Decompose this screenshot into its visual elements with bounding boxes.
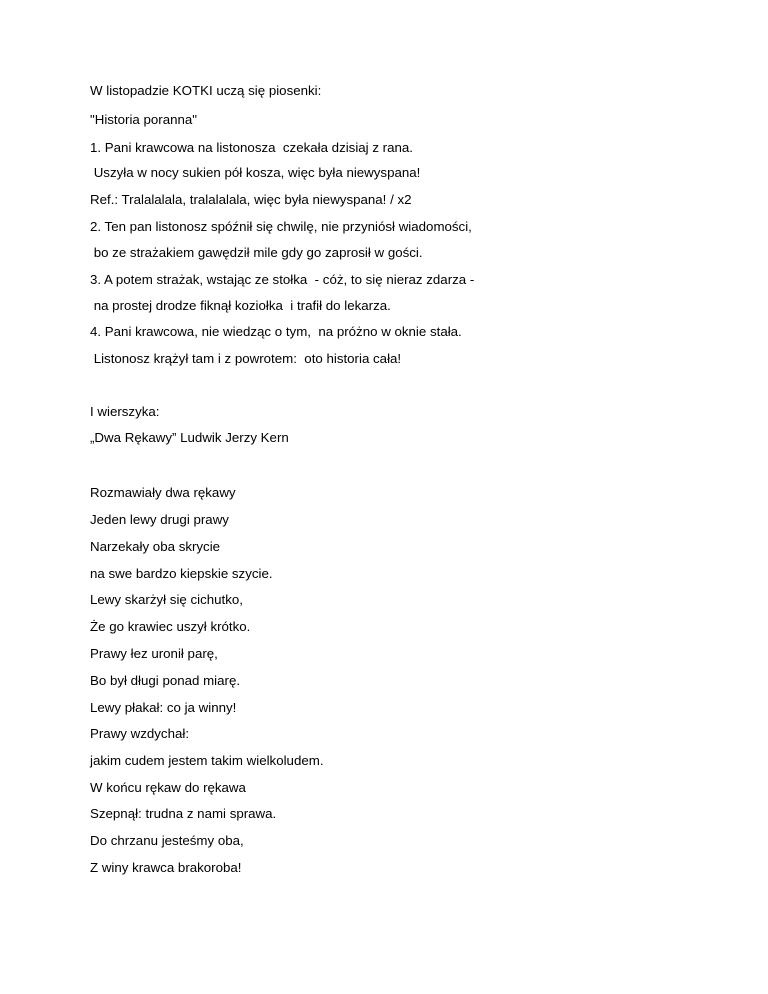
poem-line: Rozmawiały dwa rękawy bbox=[90, 485, 236, 500]
song-title: "Historia poranna" bbox=[90, 112, 198, 127]
song-line: bo ze strażakiem gawędził mile gdy go zaprosił w gości. bbox=[90, 245, 423, 260]
poem-line: Jeden lewy drugi prawy bbox=[90, 512, 229, 527]
poem-line: Do chrzanu jesteśmy oba, bbox=[90, 833, 244, 848]
song-line: Listonosz krążył tam i z powrotem: oto historia cała! bbox=[90, 351, 402, 366]
poem-line: Z winy krawca brakoroba! bbox=[90, 860, 242, 875]
poem-line: Szepnął: trudna z nami sprawa. bbox=[90, 806, 277, 821]
poem-line: Narzekały oba skrycie bbox=[90, 539, 221, 554]
song-line: 2. Ten pan listonosz spóźnił się chwilę, nie przyniósł wiadomości, bbox=[90, 219, 472, 234]
poem-line: Prawy wzdychał: bbox=[90, 726, 190, 741]
poem-line: na swe bardzo kiepskie szycie. bbox=[90, 566, 273, 581]
intro-text: W listopadzie KOTKI uczą się piosenki: bbox=[90, 83, 322, 98]
poem-line: Lewy płakał: co ja winny! bbox=[90, 700, 237, 715]
song-line: na prostej drodze fiknął koziołka i trafił do lekarza. bbox=[90, 298, 391, 313]
poem-line: Bo był długi ponad miarę. bbox=[90, 673, 241, 688]
poem-line: Że go krawiec uszył krótko. bbox=[90, 619, 251, 634]
song-line: 4. Pani krawcowa, nie wiedząc o tym, na próżno w oknie stała. bbox=[90, 324, 462, 339]
song-line: 1. Pani krawcowa na listonosza czekała dzisiaj z rana. bbox=[90, 140, 413, 155]
song-line: 3. A potem strażak, wstając ze stołka - cóż, to się nieraz zdarza - bbox=[90, 272, 475, 287]
poem-line: Lewy skarżył się cichutko, bbox=[90, 592, 243, 607]
song-line: Uszyła w nocy sukien pół kosza, więc była niewyspana! bbox=[90, 165, 421, 180]
poem-line: W końcu rękaw do rękawa bbox=[90, 780, 246, 795]
song-refrain: Ref.: Tralalalala, tralalalala, więc była niewyspana! / x2 bbox=[90, 192, 412, 207]
poem-title: „Dwa Rękawy” Ludwik Jerzy Kern bbox=[90, 430, 289, 445]
poem-line: jakim cudem jestem takim wielkoludem. bbox=[90, 753, 324, 768]
poem-intro: I wierszyka: bbox=[90, 404, 160, 419]
poem-line: Prawy łez uronił parę, bbox=[90, 646, 218, 661]
